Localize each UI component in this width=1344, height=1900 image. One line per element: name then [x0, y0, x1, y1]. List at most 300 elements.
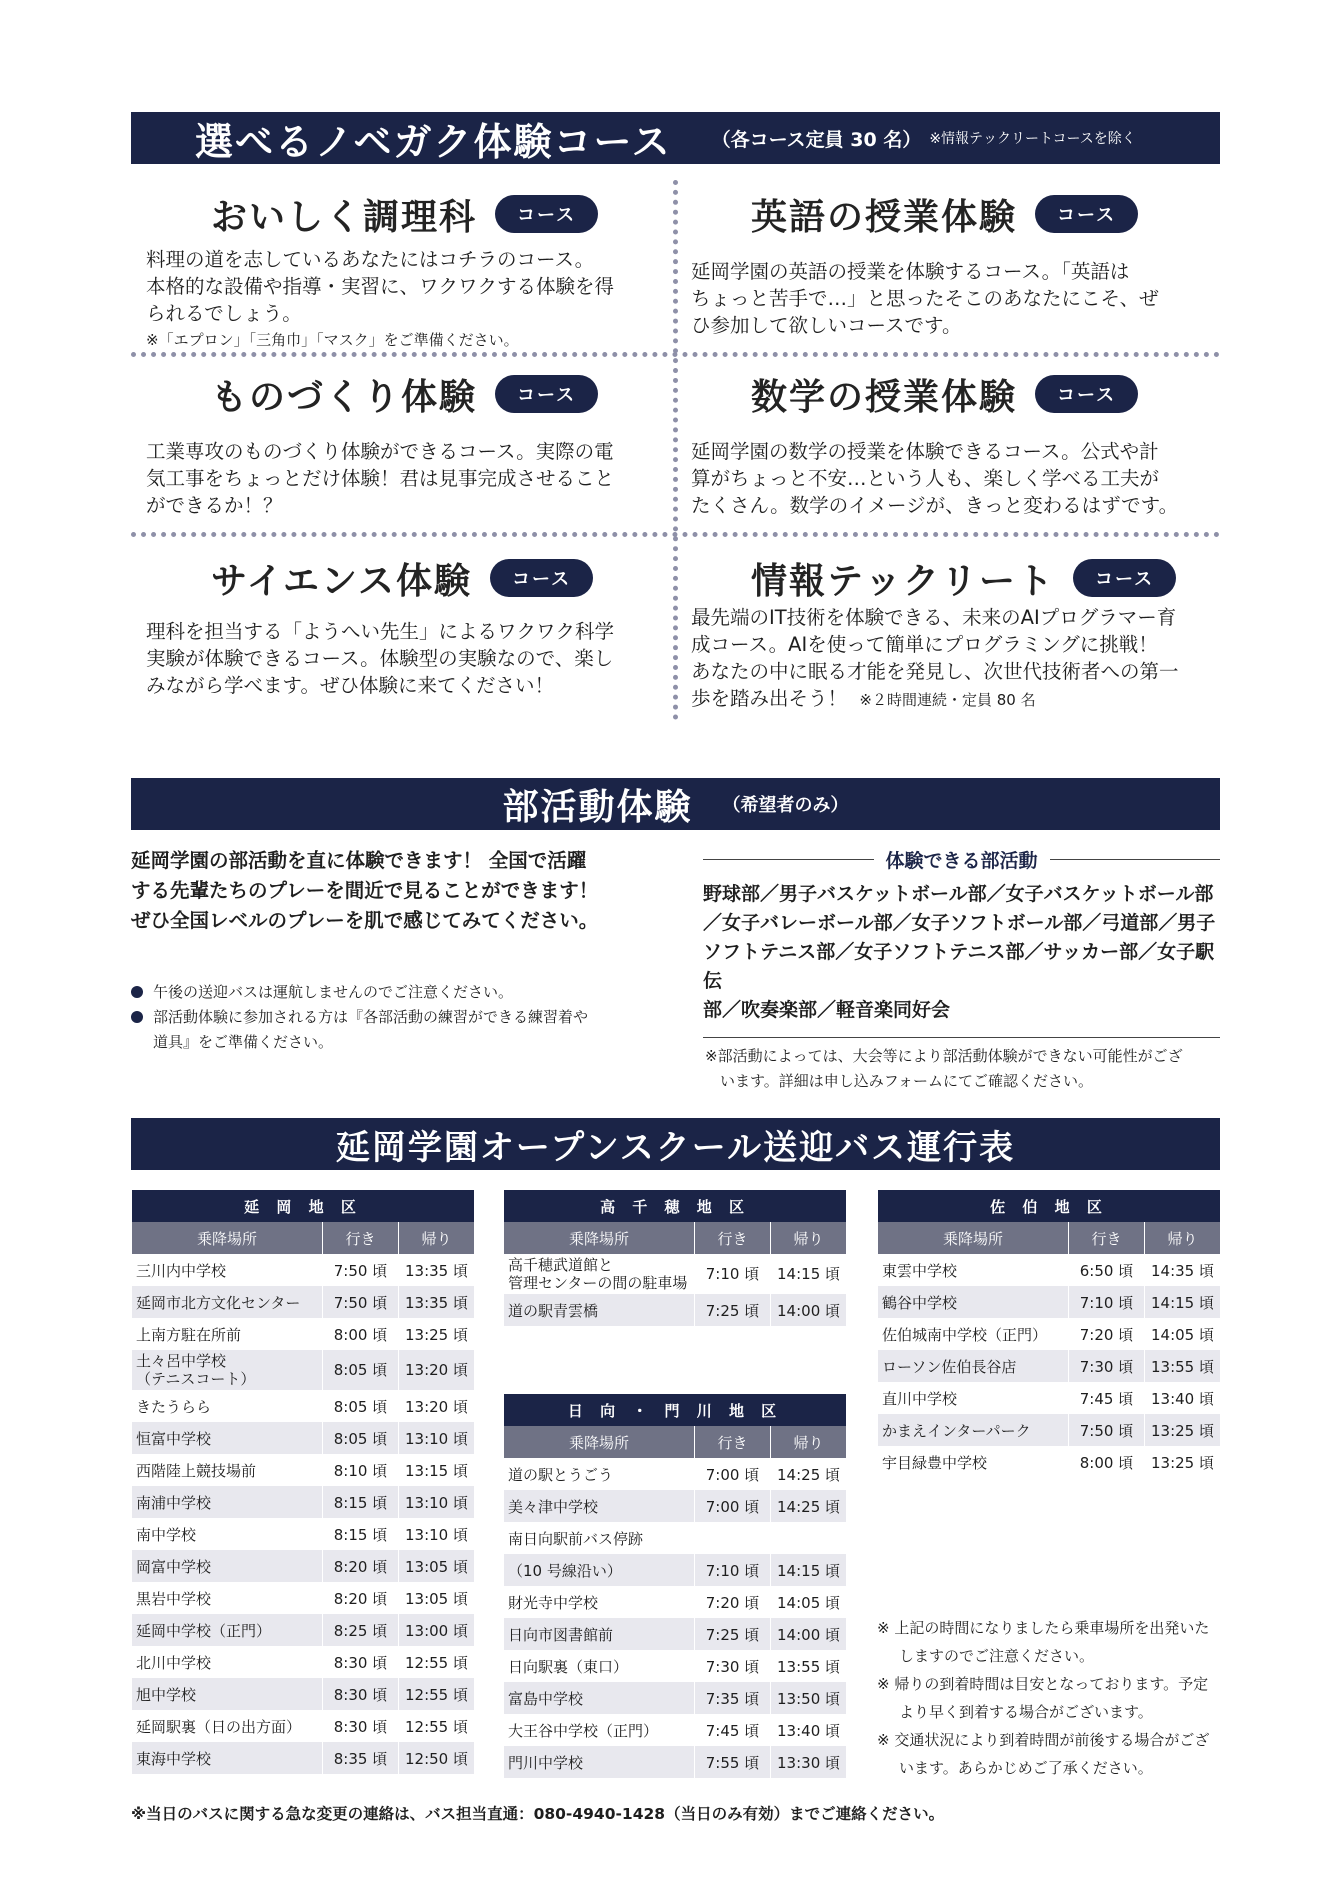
- stop-name: [878, 1286, 1069, 1318]
- area-header-row: [132, 1190, 475, 1222]
- return-time: 14:15 頃: [1145, 1286, 1221, 1318]
- course-badge: コース: [1035, 195, 1138, 233]
- column-header-go: 行き: [1069, 1222, 1145, 1254]
- stop-name-line: 美々津中学校: [508, 1497, 599, 1516]
- club-list: [703, 880, 1220, 1025]
- column-header-back: 帰り: [771, 1426, 847, 1458]
- course-text-line: 気工事をちょっとだけ体験！君は見事完成させること: [146, 467, 615, 490]
- course-title: ものづくり体験: [211, 376, 478, 418]
- club-notice-list: [131, 980, 661, 1055]
- divider: [703, 859, 874, 860]
- bullet-icon: [131, 1011, 143, 1023]
- club-section-title: 部活動体験: [502, 786, 693, 828]
- course-badge: コース: [1035, 375, 1138, 413]
- course-description: [146, 438, 666, 519]
- table-row: [132, 1254, 475, 1286]
- table-row: [504, 1294, 847, 1326]
- departure-time: 7:50 頃: [323, 1254, 399, 1286]
- course-title: 数学の授業体験: [751, 376, 1018, 418]
- stop-name: [132, 1486, 323, 1518]
- course-section-header: [131, 112, 1220, 164]
- stop-name-line: 宇目緑豊中学校: [882, 1453, 988, 1472]
- table-row: [132, 1350, 475, 1390]
- course-badge: コース: [490, 559, 593, 597]
- stop-name-line: 日向市図書館前: [508, 1625, 614, 1644]
- stop-name-line: 財光寺中学校: [508, 1593, 599, 1612]
- course-text-line: られるでしょう。: [146, 302, 302, 325]
- return-time: 13:25 頃: [399, 1318, 475, 1350]
- stop-name: [878, 1414, 1069, 1446]
- course-text-line: 理科を担当する「ようへい先生」によるワクワク科学: [146, 620, 615, 643]
- column-header-go: 行き: [695, 1426, 771, 1458]
- return-time: 13:55 頃: [1145, 1350, 1221, 1382]
- departure-time: 7:55 頃: [695, 1746, 771, 1778]
- return-time: 12:55 頃: [399, 1678, 475, 1710]
- column-header-row: [132, 1222, 475, 1254]
- club-intro-block: [131, 846, 661, 1055]
- stop-name-line: 北川中学校: [136, 1653, 212, 1672]
- table-row: [504, 1650, 847, 1682]
- club-list-line: ソフトテニス部／女子ソフトテニス部／サッカー部／女子駅伝: [703, 941, 1215, 992]
- club-intro: [131, 846, 661, 936]
- return-time: 13:00 頃: [399, 1614, 475, 1646]
- column-header-stop: 乗降場所: [504, 1222, 695, 1254]
- departure-time: 8:00 頃: [323, 1318, 399, 1350]
- return-time: 14:35 頃: [1145, 1254, 1221, 1286]
- course-title-row: [211, 188, 598, 240]
- stop-name-line: 管理センターの間の駐車場: [508, 1274, 688, 1292]
- stop-name: [504, 1714, 695, 1746]
- stop-name: [132, 1582, 323, 1614]
- table-row: [504, 1522, 847, 1554]
- course-title: サイエンス体験: [211, 560, 472, 602]
- departure-time: 7:20 頃: [1069, 1318, 1145, 1350]
- return-time: 14:15 頃: [771, 1254, 847, 1294]
- table-row: [878, 1318, 1221, 1350]
- return-time: 13:55 頃: [771, 1650, 847, 1682]
- stop-name-line: 富島中学校: [508, 1689, 584, 1708]
- stop-name: [504, 1650, 695, 1682]
- stop-name: [504, 1554, 695, 1586]
- stop-name: [132, 1742, 323, 1774]
- stop-name-line: 直川中学校: [882, 1389, 958, 1408]
- stop-name: [132, 1550, 323, 1582]
- bus-note-line: しますのでご注意ください。: [899, 1647, 1095, 1665]
- area-name: 佐 伯 地 区: [878, 1190, 1221, 1222]
- club-intro-line: する先輩たちのプレーを間近で見ることができます！: [131, 879, 599, 902]
- departure-time: 7:20 頃: [695, 1586, 771, 1618]
- stop-name-line: 南日向駅前バス停跡: [508, 1529, 644, 1548]
- area-name: 日 向 ・ 門 川 地 区: [504, 1394, 847, 1426]
- stop-name: [132, 1646, 323, 1678]
- table-row: [878, 1414, 1221, 1446]
- table-row: [132, 1518, 475, 1550]
- table-row: [504, 1586, 847, 1618]
- departure-time: 8:20 頃: [323, 1582, 399, 1614]
- column-header-back: 帰り: [771, 1222, 847, 1254]
- course-text-line: ちょっと苦手で…」と思ったそこのあなたにこそ、ぜ: [691, 287, 1159, 310]
- bus-note-line: います。あらかじめご了承ください。: [899, 1759, 1153, 1777]
- course-description: [691, 604, 1216, 714]
- area-header-row: [504, 1190, 847, 1222]
- stop-name-line: 南浦中学校: [136, 1493, 212, 1512]
- table-row: [504, 1618, 847, 1650]
- bus-contact-footer: ※当日のバスに関する急な変更の連絡は、バス担当直通：080-4940-1428（当日のみ有効）までご連絡ください。: [131, 1805, 945, 1823]
- stop-name: [132, 1318, 323, 1350]
- course-text-line: みながら学べます。ぜひ体験に来てください！: [146, 674, 554, 697]
- stop-name-line: ローソン佐伯長谷店: [882, 1357, 1017, 1376]
- return-time: 13:40 頃: [771, 1714, 847, 1746]
- column-header-row: [504, 1222, 847, 1254]
- return-time: 14:05 頃: [771, 1586, 847, 1618]
- column-header-back: 帰り: [1145, 1222, 1221, 1254]
- course-section-title: 選べるノベガク体験コース: [195, 119, 672, 164]
- table-row: [878, 1350, 1221, 1382]
- club-note: [703, 1044, 1220, 1094]
- club-list-heading: 体験できる部活動: [885, 849, 1038, 872]
- stop-name-line: 延岡市北方文化センター: [136, 1293, 301, 1312]
- stop-name: [132, 1710, 323, 1742]
- stop-name: [504, 1618, 695, 1650]
- stop-name: [504, 1746, 695, 1778]
- club-list-line: 野球部／男子バスケットボール部／女子バスケットボール部: [703, 883, 1214, 905]
- course-grid: [131, 180, 1220, 720]
- return-time: 13:50 頃: [771, 1682, 847, 1714]
- stop-name-line: かまえインターパーク: [882, 1421, 1031, 1440]
- departure-time: 7:25 頃: [695, 1618, 771, 1650]
- return-time: 14:00 頃: [771, 1294, 847, 1326]
- stop-name-line: 恒富中学校: [136, 1429, 212, 1448]
- stop-name-line: 日向駅裏（東口）: [508, 1657, 629, 1676]
- stop-name-line: 上南方駐在所前: [136, 1325, 242, 1344]
- bus-notes: [877, 1614, 1220, 1782]
- divider: [703, 1037, 1220, 1038]
- stop-name-line: 延岡駅裏（日の出方面）: [136, 1717, 302, 1736]
- departure-time: 8:15 頃: [323, 1518, 399, 1550]
- course-badge: コース: [495, 195, 598, 233]
- return-time: 12:50 頃: [399, 1742, 475, 1774]
- stop-name-line: 岡富中学校: [136, 1557, 212, 1576]
- stop-name: [132, 1286, 323, 1318]
- table-row: [132, 1678, 475, 1710]
- stop-name-line: 南中学校: [136, 1525, 197, 1544]
- stop-name: [132, 1614, 323, 1646]
- club-notice-text: 道具』をご準備ください。: [153, 1033, 334, 1051]
- stop-name-line: 道の駅青雲橋: [508, 1301, 599, 1320]
- stop-name-line: 大王谷中学校（正門）: [508, 1721, 659, 1740]
- table-row: [132, 1614, 475, 1646]
- course-title: おいしく調理科: [211, 196, 478, 238]
- bus-table-takachiho: [503, 1190, 847, 1326]
- stop-name: [878, 1254, 1069, 1286]
- course-text-line: 最先端のIT技術を体験できる、未来のAIプログラマー育: [691, 606, 1177, 629]
- stop-name-line: 旭中学校: [136, 1685, 197, 1704]
- departure-time: 8:15 頃: [323, 1486, 399, 1518]
- table-row: [504, 1682, 847, 1714]
- stop-name-line: 東雲中学校: [882, 1261, 958, 1280]
- table-row: [132, 1422, 475, 1454]
- course-title-row: [211, 552, 593, 604]
- course-text-line: 料理の道を志しているあなたにはコチラのコース。: [146, 248, 595, 271]
- table-row: [504, 1746, 847, 1778]
- departure-time: 7:00 頃: [695, 1490, 771, 1522]
- stop-name: [132, 1350, 323, 1390]
- departure-time: 8:30 頃: [323, 1710, 399, 1742]
- club-notice-text: 部活動体験に参加される方は『各部活動の練習ができる練習着や: [153, 1008, 589, 1026]
- table-row: [878, 1382, 1221, 1414]
- course-description: [146, 618, 666, 699]
- stop-name-line: 西階陸上競技場前: [136, 1461, 257, 1480]
- return-time: 12:55 頃: [399, 1646, 475, 1678]
- return-time: [771, 1522, 847, 1554]
- stop-name-line: 土々呂中学校: [136, 1352, 227, 1370]
- bus-table-nobeoka: [131, 1190, 475, 1774]
- table-row: [132, 1646, 475, 1678]
- table-row: [132, 1454, 475, 1486]
- course-title-row: [751, 552, 1176, 604]
- divider: [1050, 859, 1221, 860]
- club-list-line: ／女子バレーボール部／女子ソフトボール部／弓道部／男子: [703, 912, 1216, 934]
- stop-name-line: 門川中学校: [508, 1753, 584, 1772]
- departure-time: 8:35 頃: [323, 1742, 399, 1774]
- departure-time: 8:05 頃: [323, 1390, 399, 1422]
- table-row: [504, 1714, 847, 1746]
- bus-note-line: ※ 交通状況により到着時間が前後する場合がござ: [877, 1731, 1210, 1749]
- stop-name-line: 黒岩中学校: [136, 1589, 212, 1608]
- stop-name-line: きたうらら: [136, 1397, 212, 1416]
- table-row: [132, 1550, 475, 1582]
- course-badge: コース: [495, 375, 598, 413]
- bullet-icon: [131, 986, 143, 998]
- departure-time: [695, 1522, 771, 1554]
- course-text-line: 実験が体験できるコース。体験型の実験なので、楽し: [146, 647, 614, 670]
- departure-time: 7:30 頃: [695, 1650, 771, 1682]
- club-intro-line: 延岡学園の部活動を直に体験できます！ 全国で活躍: [131, 849, 587, 872]
- departure-time: 7:10 頃: [1069, 1286, 1145, 1318]
- column-header-stop: 乗降場所: [504, 1426, 695, 1458]
- course-badge: コース: [1073, 559, 1176, 597]
- departure-time: 8:30 頃: [323, 1646, 399, 1678]
- stop-name: [878, 1382, 1069, 1414]
- return-time: 13:15 頃: [399, 1454, 475, 1486]
- return-time: 14:25 頃: [771, 1458, 847, 1490]
- club-notice-item: [131, 1005, 661, 1055]
- column-header-back: 帰り: [399, 1222, 475, 1254]
- stop-name-line: （テニスコート）: [136, 1370, 256, 1388]
- stop-name: [132, 1422, 323, 1454]
- bus-note: [877, 1614, 1220, 1670]
- bus-table-hyuga: [503, 1394, 847, 1778]
- course-text-line: たくさん。数学のイメージが、きっと変わるはずです。: [691, 494, 1179, 517]
- bus-note: [877, 1670, 1220, 1726]
- bus-note-line: より早く到着する場合がございます。: [899, 1703, 1153, 1721]
- course-note: ※２時間連続・定員 80 名: [859, 691, 1036, 709]
- return-time: 13:05 頃: [399, 1550, 475, 1582]
- stop-name: [878, 1318, 1069, 1350]
- stop-name: [132, 1254, 323, 1286]
- departure-time: 7:25 頃: [695, 1294, 771, 1326]
- stop-name-line: 東海中学校: [136, 1749, 212, 1768]
- area-header-row: [878, 1190, 1221, 1222]
- return-time: 13:30 頃: [771, 1746, 847, 1778]
- grid-divider-vertical: [673, 180, 678, 720]
- return-time: 13:25 頃: [1145, 1414, 1221, 1446]
- club-note-line: ※部活動によっては、大会等により部活動体験ができない可能性がござ: [705, 1047, 1183, 1065]
- area-header-row: [504, 1394, 847, 1426]
- table-row: [504, 1554, 847, 1586]
- departure-time: 8:25 頃: [323, 1614, 399, 1646]
- departure-time: 8:00 頃: [1069, 1446, 1145, 1478]
- bus-note-line: ※ 上記の時間になりましたら乗車場所を出発いた: [877, 1619, 1210, 1637]
- grid-divider-horizontal: [131, 532, 1220, 537]
- table-row: [132, 1710, 475, 1742]
- departure-time: 7:45 頃: [1069, 1382, 1145, 1414]
- stop-name: [132, 1518, 323, 1550]
- table-row: [504, 1254, 847, 1294]
- course-title-row: [211, 368, 598, 420]
- return-time: 14:15 頃: [771, 1554, 847, 1586]
- column-header-row: [504, 1426, 847, 1458]
- departure-time: 8:10 頃: [323, 1454, 399, 1486]
- table-row: [878, 1446, 1221, 1478]
- column-header-stop: 乗降場所: [132, 1222, 323, 1254]
- departure-time: 7:30 頃: [1069, 1350, 1145, 1382]
- course-text-line: 算がちょっと不安…という人も、楽しく学べる工夫が: [691, 467, 1160, 490]
- course-text-line: ができるか！？: [146, 494, 283, 517]
- course-description: [691, 258, 1211, 339]
- departure-time: 6:50 頃: [1069, 1254, 1145, 1286]
- course-description: [691, 438, 1211, 519]
- club-note-line: います。詳細は申し込みフォームにてご確認ください。: [705, 1072, 1094, 1090]
- stop-name: [504, 1682, 695, 1714]
- return-time: 12:55 頃: [399, 1710, 475, 1742]
- stop-name: [504, 1586, 695, 1618]
- table-row: [132, 1318, 475, 1350]
- table-row: [132, 1486, 475, 1518]
- stop-name: [878, 1446, 1069, 1478]
- course-text-line: 延岡学園の数学の授業を体験できるコース。公式や計: [691, 440, 1159, 463]
- course-text-line: あなたの中に眠る才能を発見し、次世代技術者への第一: [691, 660, 1179, 683]
- course-text-line: 本格的な設備や指導・実習に、ワクワクする体験を得: [146, 275, 615, 298]
- table-row: [132, 1286, 475, 1318]
- club-section-subtitle: （希望者のみ）: [722, 795, 849, 816]
- area-name: 高 千 穂 地 区: [504, 1190, 847, 1222]
- table-row: [878, 1286, 1221, 1318]
- departure-time: 7:50 頃: [323, 1286, 399, 1318]
- return-time: 13:25 頃: [1145, 1446, 1221, 1478]
- return-time: 13:20 頃: [399, 1390, 475, 1422]
- course-text-line: 延岡学園の英語の授業を体験するコース。「英語は: [691, 260, 1130, 283]
- column-header-go: 行き: [323, 1222, 399, 1254]
- return-time: 13:40 頃: [1145, 1382, 1221, 1414]
- stop-name-line: （10 号線沿い）: [508, 1561, 622, 1580]
- table-row: [132, 1582, 475, 1614]
- return-time: 13:10 頃: [399, 1486, 475, 1518]
- club-notice-text: 午後の送迎バスは運航しませんのでご注意ください。: [153, 983, 514, 1001]
- club-intro-line: ぜひ全国レベルのプレーを肌で感じてみてください。: [131, 909, 599, 932]
- bus-section-header: [131, 1118, 1220, 1170]
- departure-time: 7:10 頃: [695, 1254, 771, 1294]
- stop-name: [132, 1678, 323, 1710]
- return-time: 13:35 頃: [399, 1286, 475, 1318]
- column-header-row: [878, 1222, 1221, 1254]
- departure-time: 7:45 頃: [695, 1714, 771, 1746]
- departure-time: 8:30 頃: [323, 1678, 399, 1710]
- return-time: 13:35 頃: [399, 1254, 475, 1286]
- stop-name-line: 佐伯城南中学校（正門）: [882, 1325, 1048, 1344]
- club-notice-item: [131, 980, 661, 1005]
- stop-name: [504, 1522, 695, 1554]
- bus-note-line: ※ 帰りの到着時間は目安となっております。予定: [877, 1675, 1209, 1693]
- stop-name: [132, 1390, 323, 1422]
- club-list-block: [703, 846, 1220, 1094]
- stop-name: [132, 1454, 323, 1486]
- departure-time: 7:50 頃: [1069, 1414, 1145, 1446]
- departure-time: 8:05 頃: [323, 1422, 399, 1454]
- stop-name-line: 鶴谷中学校: [882, 1293, 958, 1312]
- table-row: [504, 1458, 847, 1490]
- return-time: 13:20 頃: [399, 1350, 475, 1390]
- departure-time: 7:35 頃: [695, 1682, 771, 1714]
- return-time: 14:25 頃: [771, 1490, 847, 1522]
- return-time: 13:10 頃: [399, 1518, 475, 1550]
- return-time: 14:05 頃: [1145, 1318, 1221, 1350]
- course-text-line: 工業専攻のものづくり体験ができるコース。実際の電: [146, 440, 614, 463]
- course-note: ※「エプロン」「三角巾」「マスク」をご準備ください。: [146, 331, 519, 349]
- return-time: 13:10 頃: [399, 1422, 475, 1454]
- course-title: 情報テックリート: [751, 560, 1056, 602]
- departure-time: 7:00 頃: [695, 1458, 771, 1490]
- stop-name: [878, 1350, 1069, 1382]
- column-header-stop: 乗降場所: [878, 1222, 1069, 1254]
- table-row: [132, 1742, 475, 1774]
- stop-name: [504, 1458, 695, 1490]
- club-list-line: 部／吹奏楽部／軽音楽同好会: [703, 999, 951, 1021]
- departure-time: 8:05 頃: [323, 1350, 399, 1390]
- course-text-line: 成コース。AIを使って簡単にプログラミングに挑戦！: [691, 633, 1158, 656]
- departure-time: 8:20 頃: [323, 1550, 399, 1582]
- bus-table-saiki: [877, 1190, 1221, 1478]
- club-section-header: [131, 778, 1220, 830]
- stop-name-line: 道の駅とうごう: [508, 1465, 614, 1484]
- course-text-line: ひ参加して欲しいコースです。: [691, 314, 962, 337]
- course-text-line: 歩を踏み出そう！: [691, 687, 848, 710]
- return-time: 14:00 頃: [771, 1618, 847, 1650]
- course-capacity: （各コース定員 30 名）: [711, 128, 922, 151]
- table-row: [132, 1390, 475, 1422]
- course-description: [146, 246, 666, 354]
- column-header-go: 行き: [695, 1222, 771, 1254]
- table-row: [878, 1254, 1221, 1286]
- stop-name: [504, 1294, 695, 1326]
- table-row: [504, 1490, 847, 1522]
- stop-name-line: 高千穂武道館と: [508, 1256, 614, 1274]
- stop-name-line: 延岡中学校（正門）: [136, 1621, 272, 1640]
- course-title-row: [751, 368, 1138, 420]
- return-time: 13:05 頃: [399, 1582, 475, 1614]
- stop-name-line: 三川内中学校: [136, 1261, 227, 1280]
- stop-name: [504, 1490, 695, 1522]
- bus-section-title: 延岡学園オープンスクール送迎バス運行表: [335, 1127, 1016, 1168]
- course-title: 英語の授業体験: [751, 196, 1018, 238]
- course-title-row: [751, 188, 1138, 240]
- stop-name: [504, 1254, 695, 1294]
- departure-time: 7:10 頃: [695, 1554, 771, 1586]
- course-capacity-note: ※情報テックリートコースを除く: [929, 131, 1136, 147]
- area-name: 延 岡 地 区: [132, 1190, 475, 1222]
- bus-note: [877, 1726, 1220, 1782]
- club-list-heading-row: [703, 846, 1220, 872]
